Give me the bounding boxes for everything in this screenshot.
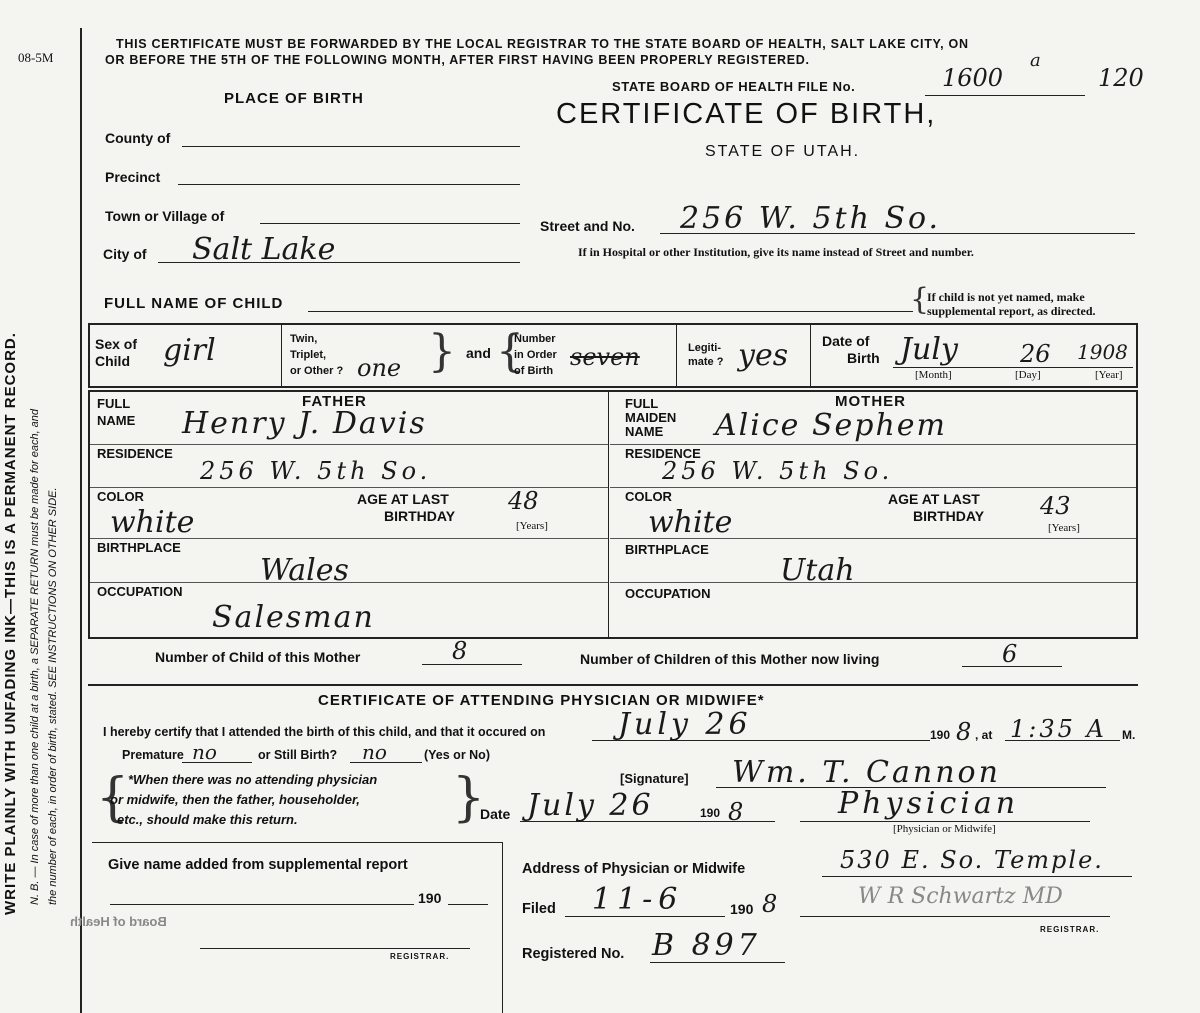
mother-color-label: COLOR — [625, 489, 672, 504]
precinct-label: Precinct — [105, 169, 161, 185]
registrar-signature: W R Schwartz MD — [858, 884, 1063, 909]
father-birthplace-line — [90, 582, 608, 583]
dob-label-2: Birth — [847, 350, 880, 366]
m-label: M. — [1122, 728, 1136, 742]
physician-note-3: etc., should make this return. — [117, 812, 298, 827]
mother-birthplace-label: BIRTHPLACE — [625, 542, 709, 557]
still-birth-value: no — [362, 740, 387, 764]
occurred-at-label: , at — [975, 728, 993, 742]
premature-value: no — [192, 740, 217, 764]
row-box-right — [1136, 323, 1138, 388]
cert-date-label: Date — [480, 806, 511, 822]
street-value: 256 W. 5th So. — [680, 201, 942, 236]
parents-box-bottom — [88, 637, 1138, 639]
father-birthplace: Wales — [260, 553, 349, 588]
side-nb-line2: the number of each, in order of birth, stated. SEE INSTRUCTIONS ON OTHER SIDE. — [47, 487, 59, 905]
title-line — [800, 821, 1090, 822]
mother-name-label-1: FULL — [625, 396, 659, 411]
dob-year-caption: [Year] — [1095, 369, 1123, 381]
father-years-caption: [Years] — [516, 520, 548, 532]
parents-box-right — [1136, 390, 1138, 639]
order-label-1: Number — [514, 333, 556, 345]
occurred-year-digit: 8 — [956, 718, 972, 746]
supplemental-registrar: REGISTRAR. — [390, 952, 450, 961]
registrar-sig-line — [800, 916, 1110, 917]
row-divider-2 — [676, 323, 677, 388]
legit-label-2: mate ? — [688, 356, 724, 368]
mother-color: white — [648, 505, 733, 540]
physician-note-2: or midwife, then the father, householder, — [110, 792, 360, 807]
city-label: City of — [103, 246, 147, 262]
father-age: 48 — [508, 487, 539, 515]
mother-residence-label: RESIDENCE — [625, 446, 701, 461]
occurred-date: July 26 — [618, 707, 752, 742]
town-line — [260, 223, 520, 224]
legit-value: yes — [738, 338, 789, 373]
row-box-left — [88, 323, 90, 388]
mother-birthplace: Utah — [780, 553, 855, 588]
dob-month: July — [900, 332, 958, 367]
hospital-note: If in Hospital or other Institution, give its name instead of Street and number. — [578, 245, 974, 259]
mother-color-line — [610, 538, 1136, 539]
father-birthplace-label: BIRTHPLACE — [97, 540, 181, 555]
dob-day: 26 — [1020, 340, 1051, 368]
dob-day-caption: [Day] — [1015, 369, 1041, 381]
father-residence: 256 W. 5th So. — [200, 457, 432, 485]
filed-label: Filed — [522, 901, 556, 917]
left-margin-rule — [80, 28, 82, 1013]
father-name-line — [90, 444, 608, 445]
father-name-label-1: FULL — [97, 396, 131, 411]
mother-age-label-1: AGE AT LAST — [888, 491, 980, 507]
father-color-label: COLOR — [97, 489, 144, 504]
supplemental-registrar-line — [200, 948, 470, 949]
mother-birthplace-line — [610, 582, 1136, 583]
filed-year-digit: 8 — [762, 890, 778, 918]
physician-note-1: *When there was no attending physician — [128, 772, 378, 787]
sex-label-1: Sex of — [95, 336, 138, 352]
town-label: Town or Village of — [105, 208, 225, 224]
row-box-top — [88, 323, 1138, 325]
board-stamp: Board of Health — [70, 914, 167, 929]
father-name-label-2: NAME — [97, 413, 136, 428]
twin-label-2: Triplet, — [290, 349, 327, 361]
child-note-line2: supplemental report, as directed. — [927, 304, 1096, 318]
precinct-line — [178, 184, 520, 185]
form-code: 08-5M — [18, 50, 54, 65]
physician-heading: CERTIFICATE OF ATTENDING PHYSICIAN OR MIDWIFE* — [318, 692, 765, 709]
mother-name-label-3: NAME — [625, 424, 664, 439]
father-color: white — [110, 505, 195, 540]
filed-year-prefix: 190 — [730, 901, 754, 917]
supplemental-year: 190 — [418, 890, 442, 906]
top-notice-line1: THIS CERTIFICATE MUST BE FORWARDED BY THE LOCAL REGISTRAR TO THE STATE BOARD OF HEALTH, SALT LAKE CITY, ON — [116, 37, 969, 51]
child-number-label: Number of Child of this Mother — [155, 649, 361, 665]
file-no-value: 1600 — [942, 64, 1004, 92]
parents-box-left — [88, 390, 90, 639]
living-label: Number of Children of this Mother now living — [580, 651, 880, 667]
registered-label: Registered No. — [522, 946, 625, 962]
certificate-subtitle: STATE OF UTAH. — [705, 143, 861, 160]
father-age-label-2: BIRTHDAY — [384, 508, 456, 524]
order-label-3: of Birth — [514, 365, 554, 377]
mother-residence: 256 W. 5th So. — [662, 457, 894, 485]
father-heading: FATHER — [302, 393, 367, 410]
mother-years-caption: [Years] — [1048, 522, 1080, 534]
child-note-brace: { — [910, 282, 930, 317]
mother-age: 43 — [1040, 492, 1071, 520]
physician-address: 530 E. So. Temple. — [840, 846, 1104, 874]
address-line — [822, 876, 1132, 877]
county-label: County of — [105, 130, 171, 146]
legit-label-1: Legiti- — [688, 342, 721, 354]
mother-age-label-2: BIRTHDAY — [913, 508, 985, 524]
supplemental-name-line — [110, 904, 414, 905]
mother-name-line — [610, 444, 1136, 445]
dob-month-caption: [Month] — [915, 369, 952, 381]
row-box-bottom — [88, 386, 1138, 388]
order-value: seven — [570, 343, 640, 371]
father-name: Henry J. Davis — [182, 406, 427, 441]
dob-label-1: Date of — [822, 333, 870, 349]
still-birth-label: or Still Birth? — [258, 748, 338, 762]
sex-label-2: Child — [95, 353, 130, 369]
occurred-time: 1:35 A — [1010, 715, 1107, 743]
registered-value: B 897 — [652, 928, 761, 963]
county-line — [182, 146, 520, 147]
address-label: Address of Physician or Midwife — [522, 861, 746, 877]
supplemental-box-top — [92, 842, 502, 843]
sex-value: girl — [163, 333, 216, 368]
certify-text: I hereby certify that I attended the birth of this child, and that it occured on — [103, 725, 546, 739]
file-no-suffix: a — [1030, 50, 1041, 71]
file-no-line — [925, 95, 1085, 96]
physician-divider — [88, 684, 1138, 686]
father-color-line — [90, 538, 608, 539]
order-brace: { — [496, 326, 524, 377]
and-label: and — [466, 345, 491, 361]
top-notice-line2: OR BEFORE THE 5TH OF THE FOLLOWING MONTH, AFTER FIRST HAVING BEEN PROPERLY REGISTERED. — [105, 53, 810, 67]
title-caption: [Physician or Midwife] — [893, 823, 996, 835]
child-number-value: 8 — [452, 637, 468, 665]
supplemental-year-line — [448, 904, 488, 905]
supplemental-label: Give name added from supplemental report — [108, 857, 408, 873]
twin-label-3: or Other ? — [290, 365, 344, 377]
occurred-year-prefix: 190 — [930, 728, 951, 742]
child-number-line — [422, 664, 522, 665]
certificate-title: CERTIFICATE OF BIRTH, — [556, 98, 937, 130]
side-main-text: WRITE PLAINLY WITH UNFADING INK—THIS IS A PERMANENT RECORD. — [2, 332, 19, 915]
mother-residence-line — [610, 487, 1136, 488]
cert-date-year-prefix: 190 — [700, 806, 721, 820]
parents-box-top — [88, 390, 1138, 392]
place-of-birth-heading: PLACE OF BIRTH — [224, 90, 364, 107]
file-no-extra: 120 — [1098, 64, 1144, 92]
note-brace-left: { — [96, 768, 130, 828]
child-note-line1: If child is not yet named, make — [927, 290, 1085, 304]
child-name-label: FULL NAME OF CHILD — [104, 295, 284, 312]
twin-brace: } — [428, 326, 456, 377]
premature-label: Premature — [122, 748, 184, 762]
physician-signature: Wm. T. Cannon — [732, 755, 1001, 790]
note-brace-right: } — [452, 768, 486, 828]
yes-no-hint: (Yes or No) — [424, 748, 490, 762]
father-age-label-1: AGE AT LAST — [357, 491, 449, 507]
cert-date-value: July 26 — [527, 788, 654, 823]
father-occupation-label: OCCUPATION — [97, 584, 183, 599]
mother-name: Alice Sephem — [715, 408, 947, 443]
row-divider-3 — [810, 323, 811, 388]
child-name-line — [308, 311, 913, 312]
physician-title: Physician — [838, 786, 1020, 821]
order-label-2: in Order — [514, 349, 557, 361]
twin-value: one — [357, 354, 402, 382]
dob-year: 1908 — [1077, 340, 1128, 364]
side-nb-line1: N. B. — In case of more than one child at a birth, a SEPARATE RETURN must be made for each, and — [29, 408, 41, 905]
registrar-label: REGISTRAR. — [1040, 925, 1100, 934]
twin-label-1: Twin, — [290, 333, 318, 345]
parents-divider — [608, 390, 609, 639]
living-value: 6 — [1002, 640, 1018, 668]
street-label: Street and No. — [540, 218, 635, 234]
cert-date-year-digit: 8 — [728, 798, 744, 826]
father-occupation: Salesman — [212, 600, 375, 635]
mother-heading: MOTHER — [835, 393, 906, 410]
filed-value: 11-6 — [592, 882, 684, 917]
father-residence-label: RESIDENCE — [97, 446, 173, 461]
signature-label: [Signature] — [620, 771, 689, 786]
file-no-label: STATE BOARD OF HEALTH FILE No. — [612, 79, 856, 94]
supplemental-box-right — [502, 842, 503, 1013]
mother-name-label-2: MAIDEN — [625, 410, 677, 425]
dob-line — [893, 367, 1133, 368]
row-divider-1 — [281, 323, 282, 388]
city-value: Salt Lake — [192, 232, 336, 267]
mother-occupation-label: OCCUPATION — [625, 586, 711, 601]
